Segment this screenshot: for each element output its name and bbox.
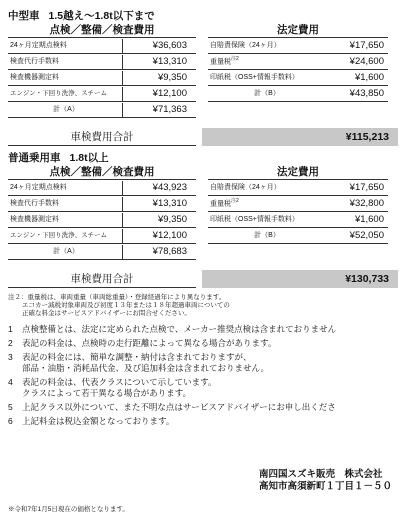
note-line: 表記の料金は、点検時の走行距離によって異なる場合があります。 <box>22 338 277 348</box>
item-name: 印紙税（OSS+情報手数料） <box>210 74 299 81</box>
fee-row <box>8 212 196 228</box>
item-amount: ¥24,600 <box>349 56 384 67</box>
note-number: 3 <box>8 352 13 362</box>
subtotal-amount: ¥78,683 <box>122 245 196 259</box>
inspection-fee-title: 点検／整備／検査費用 <box>49 24 155 36</box>
note-text <box>22 338 276 349</box>
item-name: エンジン・下回り洗浄、スチーム <box>10 90 108 97</box>
note-marker: 注2 <box>231 197 239 204</box>
item-name: 重量税 <box>210 58 231 65</box>
vehicle-class: 普通乗用車 <box>8 152 61 164</box>
dealer-info <box>259 469 392 493</box>
note-text <box>22 416 174 427</box>
item-amount: ¥1,600 <box>354 72 384 83</box>
subtotal-row <box>208 228 388 244</box>
fee-row <box>8 228 196 244</box>
item-name: エンジン・下回り洗浄、スチーム <box>10 232 108 239</box>
subtotal-label: 計（A） <box>53 106 79 113</box>
statutory-fee-table <box>208 166 388 244</box>
grand-total-amount: ¥115,213 <box>202 128 398 146</box>
statutory-fee-title: 法定費用 <box>277 166 319 178</box>
vehicle-block <box>8 152 398 288</box>
fee-row <box>208 54 388 70</box>
vehicle-weight-range: 1.8t以上 <box>69 152 109 164</box>
vehicle-weight-range: 1.5越え～1.8t以下まで <box>48 10 155 22</box>
inspection-fee-table <box>8 24 196 118</box>
note-line: 上記クラス以外について、また不明な点はサービスアドバイザーにお申し出くださ <box>22 402 336 412</box>
note-line: 点検整備とは、法定に定められた点検で、メーカー推奨点検は含まれておりません <box>22 324 337 334</box>
dealer-address: 高知市高須新町１丁目１－５０ <box>258 481 392 492</box>
fee-row <box>8 54 196 70</box>
numbered-notes <box>8 324 398 427</box>
item-amount: ¥32,800 <box>349 198 384 209</box>
item-amount: ¥13,310 <box>122 55 196 69</box>
inspection-fee-title: 点検／整備／検査費用 <box>49 166 155 178</box>
vehicle-list <box>8 10 398 288</box>
item-name: 検査機器測定料 <box>10 74 59 81</box>
note-number: 5 <box>8 402 13 412</box>
item-name-cell <box>208 194 324 211</box>
note-marker: 注2 <box>231 55 239 62</box>
note-item <box>8 416 398 427</box>
item-amount: ¥17,650 <box>349 182 384 193</box>
subtotal-amount: ¥52,050 <box>349 230 384 241</box>
note-line: 表記の料金は、代表クラスについて示しています。 <box>22 377 217 387</box>
note-text <box>22 402 336 413</box>
note-line: 表記の料金には、簡単な調整・納付は含まれておりますが、 <box>22 352 252 362</box>
inspection-fee-table <box>8 166 196 260</box>
fee-row <box>8 86 196 102</box>
item-name: 自賠責保険（24ヶ月） <box>210 42 281 49</box>
subtotal-amount: ¥71,363 <box>122 103 196 117</box>
item-amount: ¥13,310 <box>122 197 196 211</box>
statutory-fee-table <box>208 24 388 102</box>
item-name: 自賠責保険（24ヶ月） <box>210 184 281 191</box>
item-amount: ¥9,350 <box>122 213 196 227</box>
note-text <box>22 377 216 399</box>
note-line: 部品・油脂・消耗品代金、及び追加料金は含まれておりません。 <box>22 363 270 373</box>
item-name: 重量税 <box>210 200 231 207</box>
note-text <box>22 352 269 374</box>
note2-line: エコカー減税対象車両及び初度１３年または１８年超過車両についての <box>22 302 230 309</box>
subtotal-row <box>8 244 196 260</box>
subtotal-row <box>208 86 388 102</box>
grand-total-label: 車検費用合計 <box>8 270 196 288</box>
fee-row <box>8 70 196 86</box>
item-name: 検査代行手数料 <box>10 200 59 207</box>
item-amount: ¥12,100 <box>122 229 196 243</box>
note-item <box>8 402 398 413</box>
note-line: 上記料金は税込金額となっております。 <box>22 416 175 426</box>
fee-row <box>208 70 388 86</box>
grand-total-label: 車検費用合計 <box>8 128 196 146</box>
item-name: 24ヶ月定期点検料 <box>10 184 67 191</box>
subtotal-label: 計（B） <box>254 90 280 97</box>
note2-line: 正確な料金はサービスアドバイザーにお問合せください。 <box>22 310 191 317</box>
fee-row <box>8 180 196 196</box>
note-number: 2 <box>8 338 13 348</box>
grand-total-row <box>8 128 398 146</box>
dealer-name: 南四国スズキ販売 株式会社 <box>258 469 383 480</box>
fee-tables <box>8 166 398 260</box>
fee-row <box>8 196 196 212</box>
subtotal-label: 計（A） <box>53 248 79 255</box>
subtotal-label: 計（B） <box>254 232 280 239</box>
grand-total-amount: ¥130,733 <box>202 270 398 288</box>
item-name: 24ヶ月定期点検料 <box>10 42 67 49</box>
note-item <box>8 338 398 349</box>
item-amount: ¥9,350 <box>122 71 196 85</box>
subtotal-row <box>8 102 196 118</box>
note-item <box>8 377 398 399</box>
date-note: ※令和7年1月5日現在の価格となります。 <box>8 506 129 513</box>
item-amount: ¥36,603 <box>122 39 196 53</box>
note-number: 4 <box>8 377 13 387</box>
vehicle-heading <box>8 10 398 24</box>
fee-row <box>208 212 388 228</box>
fee-row <box>208 196 388 212</box>
item-amount: ¥43,923 <box>122 181 196 195</box>
footer <box>8 463 398 523</box>
item-amount: ¥12,100 <box>122 87 196 101</box>
vehicle-block <box>8 10 398 146</box>
item-name: 検査機器測定料 <box>10 216 59 223</box>
item-name: 検査代行手数料 <box>10 58 59 65</box>
item-amount: ¥1,600 <box>354 214 384 225</box>
item-name: 印紙税（OSS+情報手数料） <box>210 216 299 223</box>
note-number: 1 <box>8 324 13 334</box>
fee-tables <box>8 24 398 118</box>
item-amount: ¥17,650 <box>349 40 384 51</box>
note-item <box>8 352 398 374</box>
statutory-fee-title: 法定費用 <box>277 24 319 36</box>
note-text <box>22 324 336 335</box>
weight-tax-note <box>8 294 398 318</box>
fee-row <box>8 38 196 54</box>
note-item <box>8 324 398 335</box>
note-number: 6 <box>8 416 13 426</box>
vehicle-class: 中型車 <box>8 10 40 22</box>
note-line: クラスによって若干異なる場合があります。 <box>22 388 192 398</box>
item-name-cell <box>208 52 324 69</box>
subtotal-amount: ¥43,850 <box>349 88 384 99</box>
grand-total-row <box>8 270 398 288</box>
vehicle-heading <box>8 152 398 166</box>
note2-line: 注２：重量税は、車両重量（車両総重量）・登録経過年により異なります。 <box>8 294 226 301</box>
